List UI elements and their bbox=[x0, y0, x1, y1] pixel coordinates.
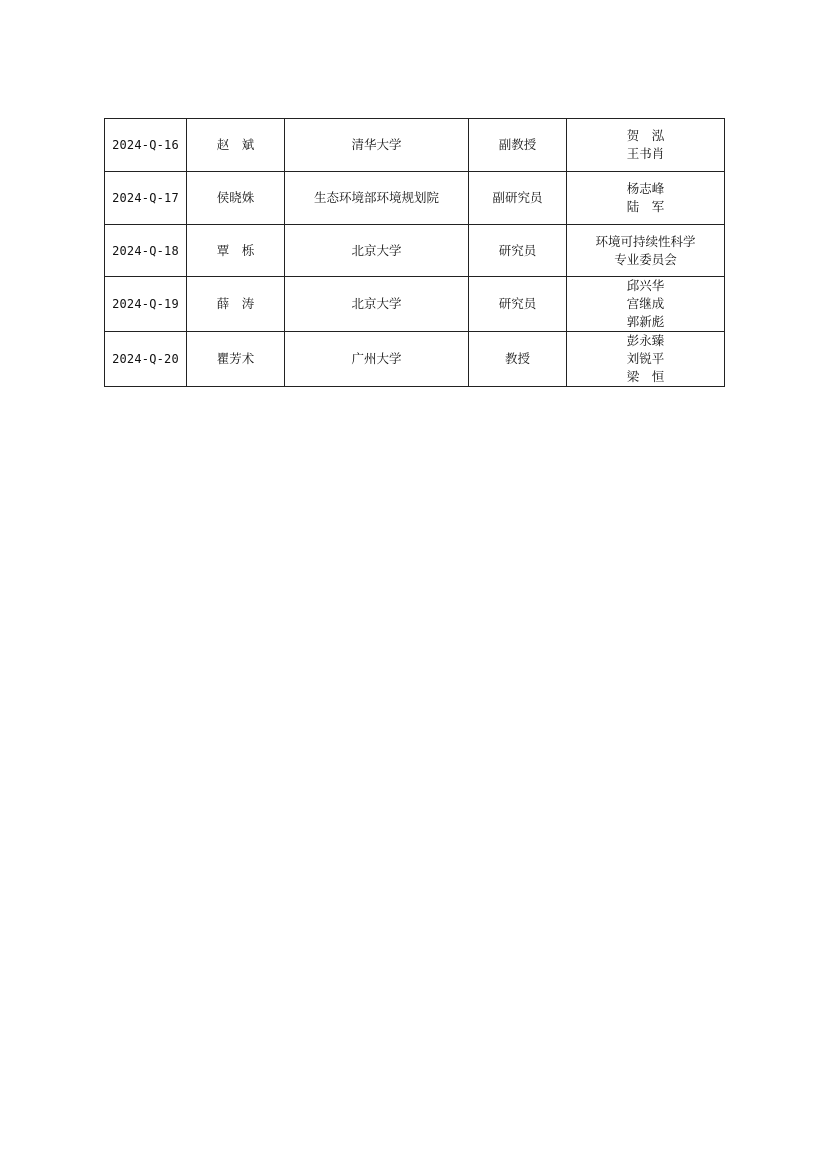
recommender: 杨志峰 bbox=[626, 181, 665, 196]
cell-title: 副研究员 bbox=[469, 172, 567, 225]
recommender: 彭永臻 bbox=[626, 333, 665, 348]
recommender: 王书肖 bbox=[626, 146, 665, 161]
recommender: 梁 恒 bbox=[626, 369, 665, 384]
cell-code: 2024-Q-17 bbox=[105, 172, 187, 225]
cell-code: 2024-Q-18 bbox=[105, 225, 187, 277]
cell-title: 教授 bbox=[469, 332, 567, 387]
recommender: 陆 军 bbox=[626, 199, 665, 214]
recommender: 宫继成 bbox=[626, 296, 665, 311]
cell-recommenders bbox=[567, 332, 725, 387]
cell-title: 副教授 bbox=[469, 119, 567, 172]
cell-unit: 北京大学 bbox=[285, 277, 469, 332]
recommender: 刘锐平 bbox=[626, 351, 665, 366]
cell-title: 研究员 bbox=[469, 277, 567, 332]
table-row bbox=[105, 225, 725, 277]
table-row bbox=[105, 332, 725, 387]
cell-name: 瞿芳术 bbox=[187, 332, 285, 387]
recommender: 环境可持续性科学 bbox=[595, 233, 696, 249]
cell-name: 薛 涛 bbox=[187, 277, 285, 332]
cell-name: 覃 栎 bbox=[187, 225, 285, 277]
cell-name: 赵 斌 bbox=[187, 119, 285, 172]
cell-name: 侯晓姝 bbox=[187, 172, 285, 225]
cell-recommenders bbox=[567, 225, 725, 277]
recommendation-table bbox=[104, 118, 725, 387]
cell-unit: 广州大学 bbox=[285, 332, 469, 387]
recommender: 贺 泓 bbox=[626, 128, 665, 143]
cell-recommenders bbox=[567, 119, 725, 172]
cell-code: 2024-Q-16 bbox=[105, 119, 187, 172]
table-row bbox=[105, 119, 725, 172]
recommender: 专业委员会 bbox=[614, 251, 677, 267]
table-row bbox=[105, 172, 725, 225]
recommender: 邱兴华 bbox=[626, 278, 665, 293]
cell-unit: 生态环境部环境规划院 bbox=[285, 172, 469, 225]
table-row bbox=[105, 277, 725, 332]
cell-recommenders bbox=[567, 172, 725, 225]
cell-title: 研究员 bbox=[469, 225, 567, 277]
cell-recommenders bbox=[567, 277, 725, 332]
cell-unit: 北京大学 bbox=[285, 225, 469, 277]
cell-unit: 清华大学 bbox=[285, 119, 469, 172]
cell-code: 2024-Q-20 bbox=[105, 332, 187, 387]
recommender: 郭新彪 bbox=[626, 314, 665, 329]
cell-code: 2024-Q-19 bbox=[105, 277, 187, 332]
